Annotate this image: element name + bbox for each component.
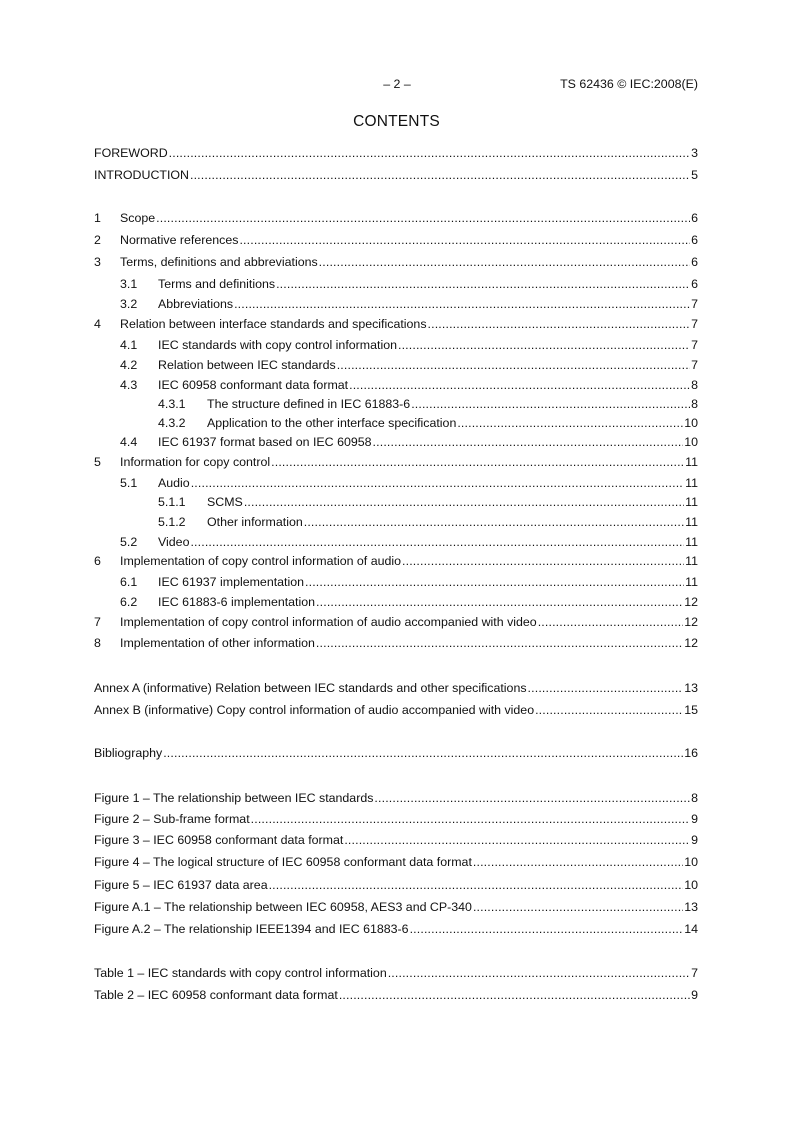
toc-entry-page: 13 [684, 681, 698, 695]
toc-entry-section-4-2[interactable] [120, 357, 698, 373]
toc-entry-page: 3 [691, 146, 698, 160]
dot-leader [316, 594, 683, 610]
toc-entry-page: 9 [691, 833, 698, 847]
toc-entry-section-4-3-1[interactable] [158, 396, 698, 412]
toc-entry-label: Figure 3 – IEC 60958 conformant data format [94, 833, 344, 847]
toc-entry-section-4-1[interactable] [120, 337, 698, 353]
toc-entry-label: FOREWORD [94, 146, 168, 160]
toc-entry-section-3[interactable] [94, 254, 698, 270]
toc-entry-front-0[interactable] [94, 145, 698, 161]
toc-entry-number: 5 [94, 455, 101, 469]
toc-entry-section-3-1[interactable] [120, 276, 698, 292]
dot-leader [374, 790, 690, 806]
toc-entry-number: 4.3.1 [158, 397, 186, 411]
toc-entry-label: The structure defined in IEC 61883-6 [207, 397, 411, 411]
document-id: TS 62436 © IEC:2008(E) [560, 77, 698, 91]
dot-leader [305, 574, 684, 590]
toc-entry-number: 4.4 [120, 435, 138, 449]
toc-entry-label: Bibliography [94, 746, 163, 760]
dot-leader [410, 921, 684, 937]
toc-entry-label: INTRODUCTION [94, 168, 189, 182]
dot-leader [473, 899, 683, 915]
toc-entry-section-4-4[interactable] [120, 434, 698, 450]
toc-entry-label: Terms, definitions and abbreviations [120, 255, 318, 269]
dot-leader [319, 254, 690, 270]
toc-entry-label: Figure A.1 – The relationship between IEC 60958, AES3 and CP-340 [94, 900, 472, 914]
toc-entry-label: IEC standards with copy control information [158, 338, 397, 352]
toc-entry-front-1[interactable] [94, 167, 698, 183]
dot-leader [388, 965, 690, 981]
toc-entry-label: Annex B (informative) Copy control information of audio accompanied with video [94, 703, 535, 717]
toc-entry-page: 8 [691, 378, 698, 392]
toc-entry-label: IEC 61937 format based on IEC 60958 [158, 435, 372, 449]
toc-entry-number: 4.3 [120, 378, 138, 392]
toc-entry-page: 7 [691, 297, 698, 311]
dot-leader [271, 454, 684, 470]
toc-entry-number: 5.1 [120, 476, 138, 490]
toc-entry-section-6-1[interactable] [120, 574, 698, 590]
toc-entry-section-5-1-1[interactable] [158, 494, 698, 510]
dot-leader [373, 434, 684, 450]
toc-entry-bibliography[interactable] [94, 745, 698, 761]
toc-entry-label: Scope [120, 211, 156, 225]
toc-entry-page: 6 [691, 211, 698, 225]
dot-leader [244, 494, 684, 510]
page-title: CONTENTS [353, 113, 440, 130]
toc-entry-page: 12 [684, 636, 698, 650]
toc-entry-number: 2 [94, 233, 101, 247]
toc-entry-label: Figure 4 – The logical structure of IEC 60958 conformant data format [94, 855, 472, 869]
toc-entry-section-1[interactable] [94, 210, 698, 226]
toc-entry-section-4-3-2[interactable] [158, 415, 698, 431]
dot-leader [344, 832, 690, 848]
toc-entry-section-4-3[interactable] [120, 377, 698, 393]
toc-entry-label: Implementation of other information [120, 636, 315, 650]
dot-leader [304, 514, 684, 530]
toc-entry-number: 4.2 [120, 358, 138, 372]
toc-entry-page: 16 [684, 746, 698, 760]
toc-entry-page: 6 [691, 277, 698, 291]
toc-entry-number: 7 [94, 615, 101, 629]
toc-entry-table-1[interactable] [94, 987, 698, 1003]
dot-leader [269, 877, 684, 893]
toc-entry-section-6-2[interactable] [120, 594, 698, 610]
toc-entry-label: Normative references [120, 233, 239, 247]
toc-entry-figure-1[interactable] [94, 811, 698, 827]
page-number: – 2 – [383, 77, 411, 91]
toc-entry-annex-1[interactable] [94, 702, 698, 718]
toc-entry-section-5-1-2[interactable] [158, 514, 698, 530]
toc-entry-number: 5.2 [120, 535, 138, 549]
toc-entry-number: 6.1 [120, 575, 138, 589]
toc-entry-figure-6[interactable] [94, 921, 698, 937]
toc-entry-label: Annex A (informative) Relation between IEC standards and other specifications [94, 681, 527, 695]
toc-entry-page: 8 [691, 397, 698, 411]
dot-leader [473, 854, 683, 870]
dot-leader [191, 475, 684, 491]
toc-entry-table-0[interactable] [94, 965, 698, 981]
toc-entry-number: 1 [94, 211, 101, 225]
toc-entry-section-2[interactable] [94, 232, 698, 248]
toc-entry-label: Figure 2 – Sub-frame format [94, 812, 250, 826]
toc-entry-section-7[interactable] [94, 614, 698, 630]
toc-entry-label: Abbreviations [158, 297, 234, 311]
toc-entry-figure-3[interactable] [94, 854, 698, 870]
dot-leader [276, 276, 690, 292]
dot-leader [251, 811, 690, 827]
dot-leader [457, 415, 683, 431]
dot-leader [190, 534, 684, 550]
toc-entry-page: 14 [684, 922, 698, 936]
dot-leader [411, 396, 690, 412]
dot-leader [428, 316, 691, 332]
dot-leader [535, 702, 683, 718]
dot-leader [234, 296, 690, 312]
toc-entry-page: 9 [691, 812, 698, 826]
toc-entry-label: Relation between interface standards and specifications [120, 317, 427, 331]
toc-entry-label: IEC 61937 implementation [158, 575, 305, 589]
toc-entry-section-5-2[interactable] [120, 534, 698, 550]
toc-entry-page: 9 [691, 988, 698, 1002]
toc-entry-label: Application to the other interface specification [207, 416, 457, 430]
toc-entry-page: 11 [685, 455, 698, 469]
toc-entry-label: Relation between IEC standards [158, 358, 336, 372]
toc-entry-page: 12 [684, 615, 698, 629]
toc-entry-label: Other information [207, 515, 303, 529]
toc-entry-page: 11 [685, 535, 698, 549]
toc-entry-page: 12 [684, 595, 698, 609]
toc-entry-label: Table 2 – IEC 60958 conformant data format [94, 988, 338, 1002]
toc-entry-page: 8 [691, 791, 698, 805]
dot-leader [339, 987, 690, 1003]
toc-entry-section-5-1[interactable] [120, 475, 698, 491]
toc-entry-label: Information for copy control [120, 455, 271, 469]
toc-entry-label: Video [158, 535, 190, 549]
toc-entry-section-5[interactable] [94, 454, 698, 470]
toc-entry-section-3-2[interactable] [120, 296, 698, 312]
toc-entry-page: 13 [684, 900, 698, 914]
toc-entry-annex-0[interactable] [94, 680, 698, 696]
toc-entry-label: Table 1 – IEC standards with copy control information [94, 966, 387, 980]
toc-entry-label: Figure A.2 – The relationship IEEE1394 and IEC 61883-6 [94, 922, 409, 936]
dot-leader [190, 167, 690, 183]
dot-leader [398, 337, 690, 353]
toc-entry-page: 5 [691, 168, 698, 182]
toc-entry-page: 10 [684, 435, 698, 449]
toc-entry-figure-5[interactable] [94, 899, 698, 915]
toc-entry-page: 10 [684, 416, 698, 430]
dot-leader [156, 210, 690, 226]
dot-leader [337, 357, 690, 373]
toc-entry-page: 6 [691, 255, 698, 269]
toc-entry-page: 7 [691, 317, 698, 331]
dot-leader [538, 614, 684, 630]
toc-entry-number: 4.3.2 [158, 416, 186, 430]
toc-entry-page: 10 [684, 878, 698, 892]
toc-entry-number: 8 [94, 636, 101, 650]
toc-entry-number: 5.1.1 [158, 495, 186, 509]
toc-entry-label: SCMS [207, 495, 243, 509]
dot-leader [349, 377, 690, 393]
dot-leader [402, 553, 684, 569]
toc-entry-page: 11 [685, 476, 698, 490]
dot-leader [163, 745, 683, 761]
dot-leader [528, 680, 684, 696]
toc-entry-label: Figure 1 – The relationship between IEC standards [94, 791, 374, 805]
toc-entry-number: 3.2 [120, 297, 138, 311]
toc-entry-label: Terms and definitions [158, 277, 276, 291]
toc-entry-page: 11 [685, 554, 698, 568]
toc-entry-label: Figure 5 – IEC 61937 data area [94, 878, 268, 892]
toc-entry-section-8[interactable] [94, 635, 698, 651]
toc-entry-figure-2[interactable] [94, 832, 698, 848]
toc-entry-label: Implementation of copy control information of audio [120, 554, 402, 568]
dot-leader [169, 145, 690, 161]
toc-entry-section-4[interactable] [94, 316, 698, 332]
toc-entry-number: 6.2 [120, 595, 138, 609]
toc-entry-label: IEC 61883-6 implementation [158, 595, 316, 609]
toc-entry-page: 7 [691, 966, 698, 980]
toc-entry-page: 11 [685, 575, 698, 589]
toc-entry-number: 5.1.2 [158, 515, 186, 529]
toc-entry-figure-4[interactable] [94, 877, 698, 893]
toc-entry-number: 6 [94, 554, 101, 568]
toc-entry-page: 6 [691, 233, 698, 247]
toc-entry-number: 3 [94, 255, 101, 269]
dot-leader [316, 635, 683, 651]
toc-entry-page: 7 [691, 358, 698, 372]
toc-entry-number: 4 [94, 317, 101, 331]
toc-entry-label: Audio [158, 476, 190, 490]
toc-entry-label: Implementation of copy control information of audio accompanied with video [120, 615, 537, 629]
toc-entry-page: 7 [691, 338, 698, 352]
toc-entry-page: 15 [684, 703, 698, 717]
toc-entry-figure-0[interactable] [94, 790, 698, 806]
toc-entry-page: 11 [685, 495, 698, 509]
toc-entry-number: 3.1 [120, 277, 138, 291]
toc-entry-page: 10 [684, 855, 698, 869]
toc-entry-number: 4.1 [120, 338, 138, 352]
dot-leader [239, 232, 690, 248]
toc-entry-page: 11 [685, 515, 698, 529]
toc-entry-label: IEC 60958 conformant data format [158, 378, 349, 392]
toc-entry-section-6[interactable] [94, 553, 698, 569]
